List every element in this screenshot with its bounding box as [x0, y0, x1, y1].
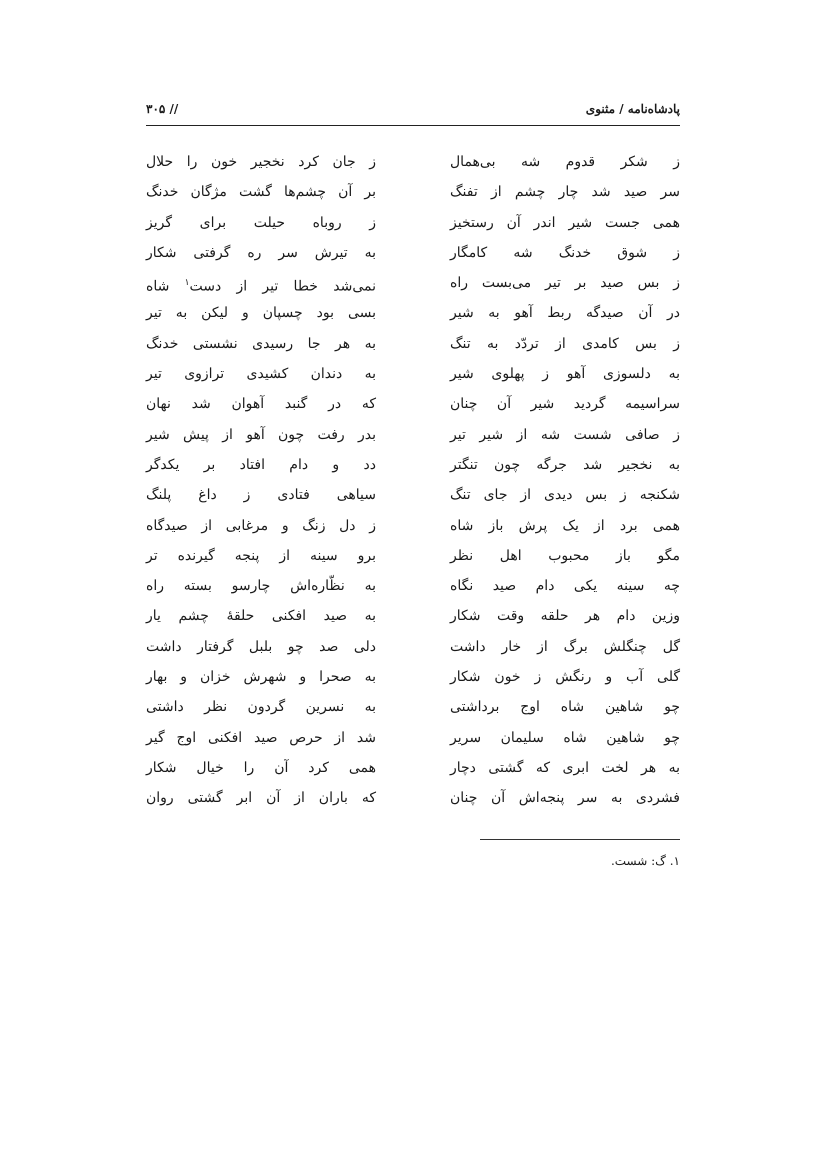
hemistich-first: به دلسوزی آهو ز پهلوی شیر — [450, 366, 680, 383]
verse-row — [146, 450, 680, 480]
hemistich-second: برو سینه از پنجه گیرنده تر — [146, 547, 376, 564]
hemistich-second: بر آن چشم‌ها گشت مژگان خدنگ — [146, 184, 376, 201]
hemistich-first: چه سینه یکی دام صید نگاه — [450, 578, 680, 595]
verse-row — [146, 783, 680, 813]
verse-row — [146, 571, 680, 601]
verse-row — [146, 238, 680, 268]
poem-body — [146, 147, 680, 814]
hemistich-first: مگو باز محبوب اهل نظر — [450, 547, 680, 564]
hemistich-second: که در گنبد آهوان شد نهان — [146, 396, 376, 413]
hemistich-first: گل چنگلش برگ از خار داشت — [450, 638, 680, 655]
verse-row — [146, 632, 680, 662]
verse-row — [146, 753, 680, 783]
hemistich-second: دلی صد چو بلبل گرفتار داشت — [146, 638, 376, 655]
page-number: // ۳۰۵ — [146, 102, 179, 116]
hemistich-second: به نظّاره‌اش چارسو بسته راه — [146, 578, 376, 595]
verse-row — [146, 601, 680, 631]
hemistich-second: به صید افکنی حلقهٔ چشم یار — [146, 608, 376, 625]
hemistich-second: به دندان کشیدی ترازوی تیر — [146, 366, 376, 383]
verse-row — [146, 541, 680, 571]
hemistich-second: همی کرد آن را خیال شکار — [146, 759, 376, 776]
verse-row — [146, 723, 680, 753]
hemistich-first: وزین دام هر حلقه وقت شکار — [450, 608, 680, 625]
hemistich-first: سر صید شد چار چشم از تفنگ — [450, 184, 680, 201]
footnote: ۱. گ: شست. — [610, 854, 680, 868]
verse-row — [146, 177, 680, 207]
running-header — [146, 98, 680, 124]
footnote-rule — [480, 839, 680, 840]
hemistich-first: ز شکر قدوم شه بی‌همال — [450, 154, 680, 170]
hemistich-first: در آن صیدگه ربط آهو به شیر — [450, 305, 680, 322]
hemistich-first: ز بس کامدی از تردّد به تنگ — [450, 335, 680, 352]
hemistich-second: به هر جا رسیدی نشستی خدنگ — [146, 335, 376, 352]
hemistich-second: نمی‌شد خطا تیر از دست$^۱$ شاه — [146, 278, 376, 295]
verse-row — [146, 359, 680, 389]
hemistich-second: به نسرین گردون نظر داشتی — [146, 699, 376, 716]
hemistich-first: فشردی به سر پنجه‌اش آن چنان — [450, 790, 680, 807]
hemistich-first: سراسیمه گردید شیر آن چنان — [450, 396, 680, 413]
hemistich-first: به هر لخت ابری که گشتی دچار — [450, 759, 680, 776]
verse-row — [146, 147, 680, 177]
verse-row — [146, 329, 680, 359]
verse-row — [146, 389, 680, 419]
hemistich-second: شد از حرص صید افکنی اوج گیر — [146, 729, 376, 746]
hemistich-first: ز بس صید بر تیر می‌بست راه — [450, 275, 680, 292]
hemistich-second: ز روباه حیلت برای گریز — [146, 214, 376, 231]
hemistich-first: ز صافی شست شه از شیر تیر — [450, 426, 680, 443]
running-title: پادشاه‌نامه / مثنوی — [585, 102, 680, 116]
verse-row — [146, 208, 680, 238]
hemistich-first: گلی آب و رنگش ز خون شکار — [450, 669, 680, 686]
hemistich-second: بسی بود چسپان و لیکن به تیر — [146, 305, 376, 322]
hemistich-second: ز دل زنگ و مرغابی از صیدگاه — [146, 517, 376, 534]
hemistich-second: به تیرش سر ره گرفتی شکار — [146, 244, 376, 261]
verse-row — [146, 298, 680, 328]
hemistich-second: دد و دام افتاد بر یکدگر — [146, 456, 376, 473]
footnote-marker: ۱ — [184, 278, 190, 289]
verse-row — [146, 268, 680, 298]
verse-row — [146, 511, 680, 541]
hemistich-first: چو شاهین شاه سلیمان سریر — [450, 729, 680, 746]
verse-row — [146, 480, 680, 510]
verse-row — [146, 662, 680, 692]
hemistich-second: بدر رفت چون آهو از پیش شیر — [146, 426, 376, 443]
verse-row — [146, 692, 680, 722]
header-rule — [146, 125, 680, 126]
hemistich-first: شکنجه ز بس دیدی از جای تنگ — [450, 487, 680, 504]
verse-row — [146, 420, 680, 450]
hemistich-first: همی برد از یک پرش باز شاه — [450, 517, 680, 534]
hemistich-first: همی جست شیر اندر آن رستخیز — [450, 214, 680, 231]
hemistich-second: ز جان کرد نخجیر خون را حلال — [146, 154, 376, 170]
hemistich-first: ز شوق خدنگ شه کامگار — [450, 244, 680, 261]
hemistich-second: که باران از آن ابر گشتی روان — [146, 790, 376, 807]
hemistich-first: به نخجیر شد جرگه چون تنگتر — [450, 456, 680, 473]
hemistich-second: سیاهی فتادی ز داغ پلنگ — [146, 487, 376, 504]
hemistich-second: به صحرا و شهرش خزان و بهار — [146, 669, 376, 686]
hemistich-first: چو شاهین شاه اوج برداشتی — [450, 699, 680, 716]
